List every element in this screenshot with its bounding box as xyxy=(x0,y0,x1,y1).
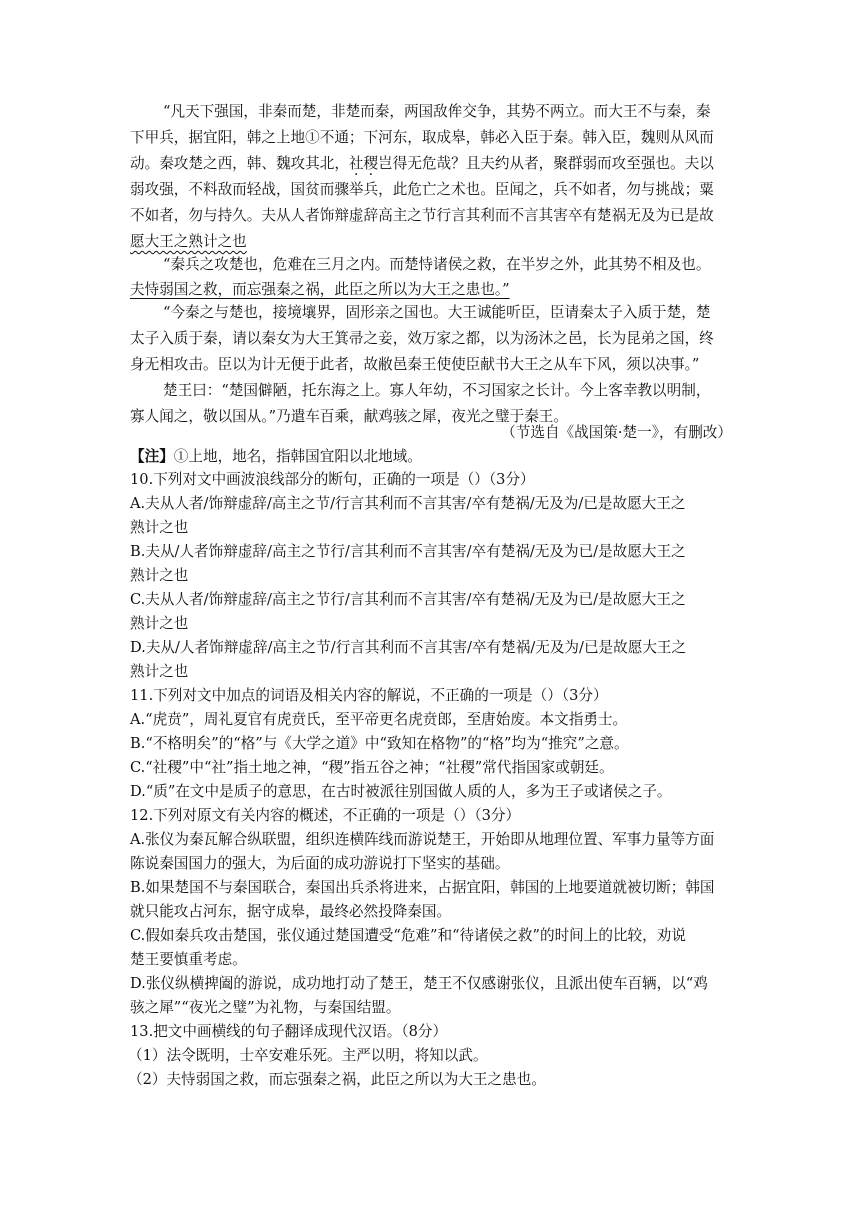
passage-line xyxy=(130,231,247,253)
passage-line xyxy=(130,153,714,175)
option-line: A.“虎贲”，周礼夏官有虎贲氏，至平帝更名虎贲郎，至唐始废。本文指勇士。 xyxy=(130,711,628,728)
option-line: 骇之犀”“夜光之璧”为礼物，与秦国结盟。 xyxy=(130,999,401,1016)
question-12-stem: 12.下列对原文有关内容的概述，不正确的一项是（）（3分） xyxy=(130,807,521,824)
passage-line: “秦兵之攻楚也，危难在三月之内。而楚恃诸侯之救，在半岁之外，此其势不相及也。 xyxy=(163,256,711,273)
passage-text: 岂得无危哉？且夫约从者，聚群弱而攻至强也。夫以 xyxy=(378,155,714,172)
passage-line: 太子入质于秦，请以秦女为大王箕帚之妾，效万家之都，以为汤沐之邑，长为昆弟之国，终 xyxy=(130,330,714,347)
option-line: 陈说秦国国力的强大，为后面的成功游说打下坚实的基础。 xyxy=(130,855,510,872)
passage-text: 动。秦攻楚之西，韩、魏攻其北， xyxy=(130,155,349,172)
option-line: 熟计之也 xyxy=(130,519,189,536)
passage-line: 身无相攻击。臣以为计无便于此者，故敝邑秦王使使臣献书大王之从车下风，须以决事。” xyxy=(130,356,700,373)
option-line: D.张仪纵横捭阖的游说，成功地打动了楚王，楚王不仅感谢张仪，且派出使车百辆，以“鸡 xyxy=(130,975,708,992)
subquestion-line: （2）夫恃弱国之救，而忘强秦之祸，此臣之所以为大王之患也。 xyxy=(128,1071,546,1088)
note-text: ①上地，地名，指韩国宜阳以北地域。 xyxy=(173,448,422,465)
passage-line: 弱攻强，不料敌而轻战，国贫而骤举兵，此危亡之术也。臣闻之，兵不如者，勿与挑战；粟 xyxy=(130,181,714,198)
option-line: C.假如秦兵攻击楚国，张仪通过楚国遭受“危难”和“待诸侯之救”的时间上的比较，劝说 xyxy=(130,927,686,944)
source-citation: （节选自《战国策·楚一》，有删改） xyxy=(501,424,732,441)
passage-line: “凡天下强国，非秦而楚，非楚而秦，两国敌侔交争，其势不两立。而大王不与秦，秦 xyxy=(163,103,711,120)
subquestion-line: （1）法令既明，士卒安难乐死。主严以明，将知以武。 xyxy=(128,1047,488,1064)
option-line: D.“质”在文中是质子的意思，在古时被派往别国做人质的人，多为王子或诸侯之子。 xyxy=(130,783,672,800)
option-line: 熟计之也 xyxy=(130,663,189,680)
passage-line: “今秦之与楚也，接境壤界，固形亲之国也。大王诚能听臣，臣请秦太子入质于楚，楚 xyxy=(163,304,711,321)
question-10-stem: 10.下列对文中画波浪线部分的断句，正确的一项是（）（3分） xyxy=(130,471,535,488)
dotted-word: 稷 xyxy=(363,155,379,172)
option-line: D.夫从/人者饰辩虚辞/高主之节/行言其利而不言其害/卒有楚祸/无及为/已是故愿大王之 xyxy=(130,639,687,656)
question-13-stem: 13.把文中画横线的句子翻译成现代汉语。（8分） xyxy=(130,1023,448,1040)
option-line: C.夫从人者/饰辩虚辞/高主之节行/言其利而不言其害/卒有楚祸/无及为已/是故愿大王之 xyxy=(130,591,686,608)
passage-line: 楚王曰：“楚国僻陋，托东海之上。寡人年幼，不习国家之长计。今上客幸教以明制， xyxy=(163,382,711,399)
option-line: B.如果楚国不与秦国联合，秦国出兵杀将进来，占据宜阳，韩国的上地要道就被切断；韩国 xyxy=(130,879,715,896)
question-11-stem: 11.下列对文中加点的词语及相关内容的解说，不正确的一项是（）（3分） xyxy=(130,687,608,704)
option-line: B.“不格明矣”的“格”与《大学之道》中“致知在格物”的“格”均为“推究”之意。 xyxy=(130,735,629,752)
option-line: 熟计之也 xyxy=(130,615,189,632)
passage-line: 下甲兵，据宜阳，韩之上地①不通；下河东，取成皋，韩必入臣于秦。韩入臣，魏则从风而 xyxy=(130,129,714,146)
footnote xyxy=(130,446,422,468)
option-line: 熟计之也 xyxy=(130,567,189,584)
option-line: C.“社稷”中“社”指土地之神，“稷”指五谷之神；“社稷”常代指国家或朝廷。 xyxy=(130,759,614,776)
option-line: A.张仪为秦瓦解合纵联盟，组织连横阵线而游说楚王，开始即从地理位置、军事力量等方面 xyxy=(130,831,715,848)
passage-line: 不如者，勿与持久。夫从人者饰辩虚辞高主之节行言其利而不言其害卒有楚祸无及为已是故 xyxy=(130,207,714,224)
note-label: 【注】 xyxy=(130,448,174,465)
passage-line xyxy=(130,279,510,301)
option-line: B.夫从/人者饰辩虚辞/高主之节行/言其利而不言其害/卒有楚祸/无及为已/是故愿大王之 xyxy=(130,543,686,560)
wavy-underlined-text: 愿大王之熟计之也 xyxy=(130,233,247,250)
dotted-word: 社 xyxy=(348,155,364,172)
option-line: A.夫从人者/饰辩虚辞/高主之节/行言其利而不言其害/卒有楚祸/无及为/已是故愿大王之 xyxy=(130,495,686,512)
passage-line: 寡人闻之，敬以国从。”乃遣车百乘，献鸡骇之犀，夜光之璧于秦王。 xyxy=(130,408,568,425)
option-line: 楚王要慎重考虑。 xyxy=(130,951,247,968)
underlined-sentence: 夫恃弱国之救，而忘强秦之祸，此臣之所以为大王之患也。” xyxy=(130,281,510,298)
option-line: 就只能攻占河东，据守成皋，最终必然投降秦国。 xyxy=(130,903,452,920)
